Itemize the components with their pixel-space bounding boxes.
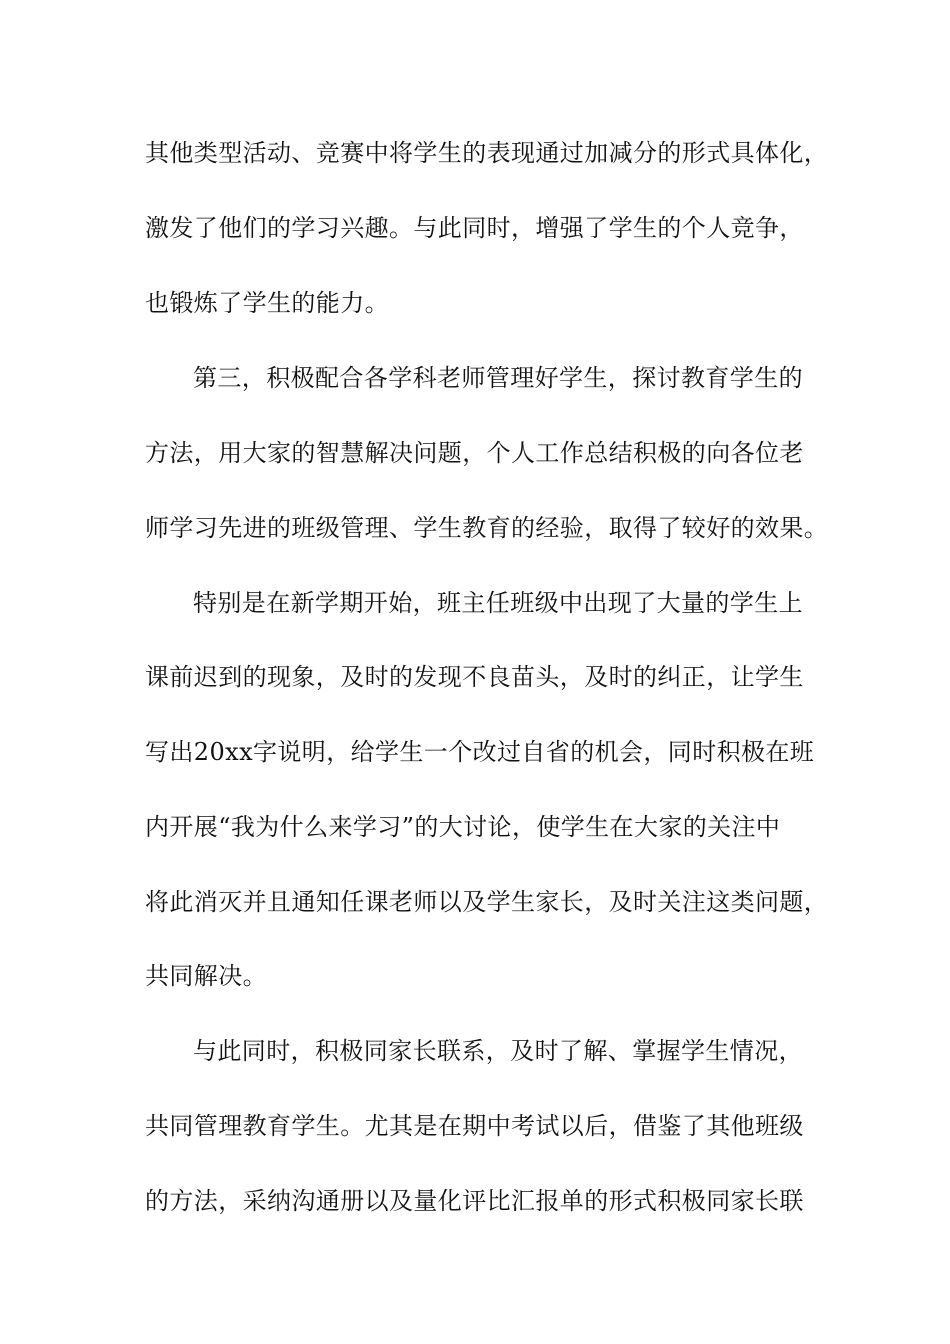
- text-line-1: 其他类型活动、竞赛中将学生的表现通过加减分的形式具体化，: [145, 139, 829, 167]
- text-line-6: 师学习先进的班级管理、学生教育的经验，取得了较好的效果。: [145, 514, 829, 542]
- text-line-12: 共同解决。: [145, 962, 267, 990]
- text-line-10: 内开展“我为什么来学习”的大讨论，使学生在大家的关注中: [145, 813, 781, 841]
- text-line-8: 课前迟到的现象，及时的发现不良苗头，及时的纠正，让学生: [145, 663, 804, 691]
- paragraph-start-line-4: 第三，积极配合各学科老师管理好学生，探讨教育学生的: [193, 364, 803, 392]
- text-line-5: 方法，用大家的智慧解决问题，个人工作总结积极的向各位老: [145, 439, 804, 467]
- text-line-9: 写出20xx字说明，给学生一个改过自省的机会，同时积极在班: [145, 738, 815, 766]
- text-line-14: 共同管理教育学生。尤其是在期中考试以后，借鉴了其他班级: [145, 1112, 804, 1140]
- paragraph-start-line-7: 特别是在新学期开始，班主任班级中出现了大量的学生上: [193, 589, 803, 617]
- paragraph-start-line-13: 与此同时，积极同家长联系，及时了解、掌握学生情况，: [193, 1037, 803, 1065]
- text-line-2: 激发了他们的学习兴趣。与此同时，增强了学生的个人竞争，: [145, 214, 804, 242]
- text-line-11: 将此消灭并且通知任课老师以及学生家长，及时关注这类问题，: [145, 888, 829, 916]
- text-line-15: 的方法，采纳沟通册以及量化评比汇报单的形式积极同家长联: [145, 1187, 804, 1215]
- text-line-3: 也锻炼了学生的能力。: [145, 289, 389, 317]
